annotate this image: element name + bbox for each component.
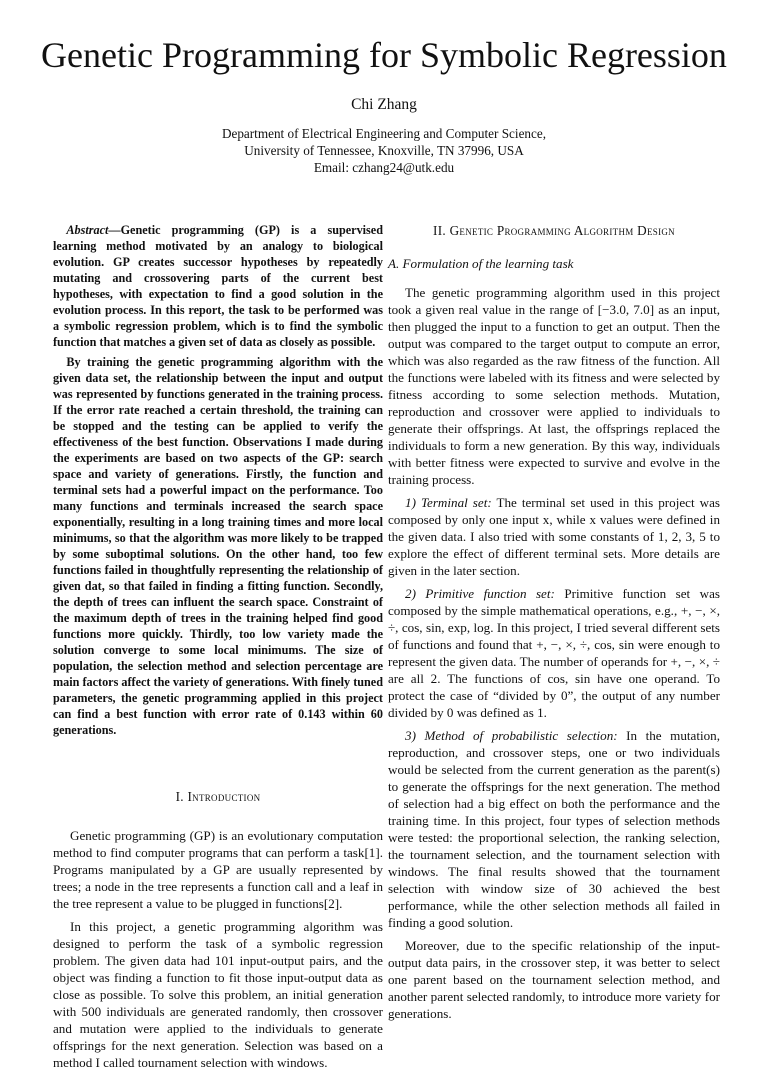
intro-paragraph: Genetic programming (GP) is an evolutionary computation method to find computer programs that can perform a task[1]. Programs manipulated by a GP are usually represented by trees; a node in the tree represents a function call and a leaf in the tree represent a value to be plugged in functions[2]. xyxy=(53,828,383,911)
intro-body xyxy=(53,827,383,1071)
email-line: Email: czhang24@utk.edu xyxy=(313,160,455,175)
abstract-paragraph: By training the genetic programming algorithm with the given data set, the relationship between the input and output was represented by functions generated in the training process. If the error rate reached a certain threshold, the training can be stopped and the testing can be applied to verify the effectiveness of the best function. Observations I made during the experiments are based on two aspects of the GP: search space and variety of generations. Firstly, the function and terminal sets had a powerful impact on the performance. Too many functions and terminals increased the search space exponentially, resulting in a long training times and more local minimums, so that the algorithm was more likely to be trapped by some suboptimal solutions. On the other hand, too few functions failed in thoughtfully representing the relationship of given dat, so that failed in finding a fitting function. Secondly, the depth of trees can influent the search space. Constraint of the maximum depth of trees in the training helped find good functions more quickly. Thirdly, too low variety made the solution converge to some local minimums. The size of population, the selection method and selection percentage are main factors affect the variety of generations. With finely tuned parameters, the genetic programming applied in this project can find a best function with error rate of 0.143 within 60 generations. xyxy=(53,355,383,737)
author-name: Chi Zhang xyxy=(351,96,417,113)
section-heading: I. Introduction xyxy=(175,789,261,804)
section2-paragraph: The genetic programming algorithm used in this project took a given real value in the range of [−3.0, 7.0] as an input, then plugged the input to a function to get an output. Then the output was compared to the target output to compute an error, which was also regarded as the raw fitness of the function. All the functions were labeled with its fitness and were selected by fitness according to some selection methods. Mutation, reproduction and crossover were applied to individuals to generate their offsprings. At last, the offsprings replaced the individuals to form a new generation. By this way, individuals with better fitness were expected to survive and evolve in the training process. xyxy=(388,285,720,487)
abstract-text: —Genetic programming (GP) is a supervised learning method motivated by an analogy to biological evolution. GP creates successor hypotheses by repeatedly mutating and crossovering parts of the current best hypotheses, with expectation to find a good solution in the evolution process. In this report, the task to be performed was a symbolic regression problem, which is to find the symbolic function that matches a given set of data as closely as possible. xyxy=(53,223,383,349)
section-heading: II. Genetic Programming Algorithm Design xyxy=(433,223,675,238)
abstract xyxy=(53,222,383,738)
abstract-label: Abstract xyxy=(66,223,109,237)
section2-paragraph: Moreover, due to the specific relationship of the input-output data pairs, in the crossover step, it was better to select one parent based on the tournament selection method, and another parent selected randomly, to introduce more variety for generations. xyxy=(388,938,720,1021)
paragraph-heading: 1) Terminal set: xyxy=(405,495,492,510)
subsection-heading: A. Formulation of the learning task xyxy=(388,256,574,271)
intro-paragraph: In this project, a genetic programming algorithm was designed to perform the task of a symbolic regression problem. The given data had 101 input-output pairs, and the object was finding a function to fit those input-output data as close as possible. To solve this problem, an initial generation with 500 individuals are generated randomly, then crossover and mutation were applied to the individuals to generate offsprings for the next generation. Selection was based on a method I called tournament selection with windows. xyxy=(53,919,383,1070)
section2-body xyxy=(388,284,720,1022)
paragraph-text: Primitive function set was composed by the simple mathematical operations, e.g., +, −, ×, ÷, cos, sin, exp, log. In this project, I tried several different sets of functions and found that +, −, ×, ÷, cos, sin were enough to represent the given data. The number of operands for +, −, ×, ÷ are all 2. The functions of cos, sin have one operand. To protect the case of “divided by 0”, the output of any number divided by 0 was defined as 1. xyxy=(388,586,720,720)
section2-paragraph xyxy=(388,585,720,721)
abstract-paragraph xyxy=(53,222,383,350)
paragraph-text: In the mutation, reproduction, and crossover steps, one or two individuals would be selected from the current generation as the parent(s) to generate the offsprings for the next generation. The method of selection had a big effect on both the performance and the training time. In this project, four types of selection methods were tested: the proportional selection, the ranking selection, the tournament selection, and the tournament selection with windows. The final results showed that the tournament selection with window size of 30 achieved the best performance, while the other selection methods all failed in finding a good solution. xyxy=(388,728,720,930)
affiliation-block xyxy=(0,125,768,176)
section2-paragraph xyxy=(388,494,720,579)
paper-title: Genetic Programming for Symbolic Regression xyxy=(41,35,727,75)
affiliation-line: University of Tennessee, Knoxville, TN 37996, USA xyxy=(244,143,524,158)
section2-paragraph xyxy=(388,727,720,931)
affiliation-line: Department of Electrical Engineering and Computer Science, xyxy=(221,126,547,141)
left-column xyxy=(53,222,383,1071)
paragraph-heading: 2) Primitive function set: xyxy=(405,586,555,601)
paragraph-heading: 3) Method of probabilistic selection: xyxy=(405,728,618,743)
paragraph-text: The terminal set used in this project was composed by only one input x, while x values were defined in the given data. I also tried with some constants of 1, 2, 3, 5 to explore the effect of different terminal sets. More details are given in the later section. xyxy=(388,495,720,578)
right-column xyxy=(388,222,720,1022)
